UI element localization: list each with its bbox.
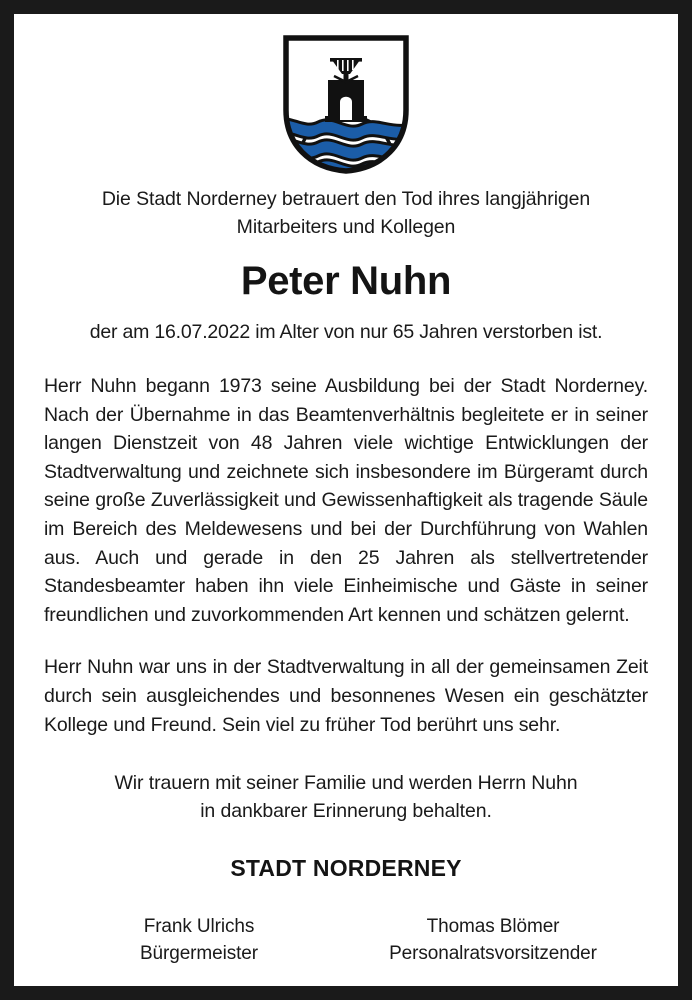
signatory-role: Bürgermeister (139, 943, 259, 965)
signatory-name: Frank Ulrichs (143, 916, 255, 938)
organization-name: STADT NORDERNEY (230, 855, 462, 882)
signature-block (34, 913, 658, 967)
intro-line-2: Mitarbeiters und Kollegen (236, 216, 456, 238)
tribute-paragraph-2: Herr Nuhn war uns in der Stadtverwaltung in all der gemeinsamen Zeit durch sein ausgleichendes und besonnenes Wesen ein geschätzter Kollege und Freund. Sein viel zu früher Tod berührt uns sehr. (44, 656, 648, 736)
notice-inner (14, 14, 678, 986)
intro-line-1: Die Stadt Norderney betrauert den Tod ihres langjährigen (101, 188, 591, 210)
signatory-role: Personalratsvorsitzender (389, 943, 597, 965)
coat-of-arms-norderney-icon (280, 32, 412, 177)
closing-line-1: Wir trauern mit seiner Familie und werden Herrn Nuhn (114, 772, 578, 795)
signatory-works-council (346, 913, 640, 967)
death-date-line: der am 16.07.2022 im Alter von nur 65 Jahren verstorben ist. (89, 321, 603, 343)
intro-text (34, 185, 658, 241)
deceased-name: Peter Nuhn (240, 259, 452, 303)
signatory-mayor (52, 913, 346, 967)
closing-line-2: in dankbarer Erinnerung behalten. (200, 800, 492, 823)
tribute-paragraph-1: Herr Nuhn begann 1973 seine Ausbildung bei der Stadt Norderney. Nach der Übernahme in das Beamtenverhältnis begleitete er in seiner langen Dienstzeit von 48 Jahren viele wichtige Entwicklungen der Stadtverwaltung und zeichnete sich insbesondere im Bürgeramt durch seine große Zuverlässigkeit und Gewissenhaftigkeit als tragende Säule im Bereich des Meldewesens und bei der Durchführung von Wahlen aus. Auch und gerade in den 25 Jahren als stellvertretender Standesbeamter haben ihn viele Einheimische und Gäste in seiner freundlichen und zuvorkommenden Art kennen und schätzen gelernt. (44, 375, 648, 626)
signatory-name: Thomas Blömer (426, 916, 560, 938)
closing-text (34, 769, 658, 825)
crest-container (34, 22, 658, 185)
